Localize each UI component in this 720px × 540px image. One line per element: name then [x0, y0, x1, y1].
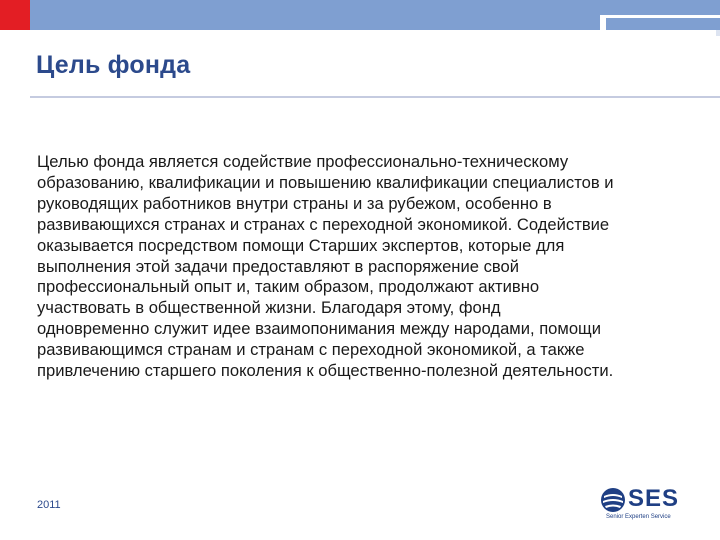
- body-line: оказывается посредством помощи Старших экспертов, которые для: [37, 235, 565, 255]
- slide-body: [37, 152, 699, 382]
- slide-title: Цель фонда: [36, 51, 191, 79]
- body-line: развивающимся странам и странам с переходной экономикой, а также: [37, 340, 585, 360]
- body-line: выполнения этой задачи предоставляют в распоряжение свой: [37, 256, 519, 276]
- body-line: профессиональный опыт и, таким образом, продолжают активно: [37, 277, 540, 297]
- footer-year: 2011: [37, 499, 61, 511]
- body-line: Целью фонда является содействие профессионально-техническому: [37, 152, 569, 171]
- banner-notch-horizontal: [606, 15, 720, 18]
- body-line: участвовать в общественной жизни. Благодаря этому, фонд: [37, 298, 501, 318]
- body-line: привлечению старшего поколения к общественно-полезной деятельности.: [37, 361, 614, 381]
- logo-wordmark: SES: [628, 485, 680, 512]
- logo-tagline: Senior Experten Service: [606, 514, 671, 520]
- accent-square: [0, 0, 30, 30]
- ses-logo: [600, 487, 710, 521]
- body-line: руководящих работников внутри страны и за рубежом, особенно в: [37, 193, 552, 213]
- body-line: одновременно служит идее взаимопонимания между народами, помощи: [37, 319, 601, 339]
- body-line: образованию, квалификации и повышению квалификации специалистов и: [37, 172, 614, 192]
- globe-icon: [600, 487, 626, 513]
- title-divider: [30, 96, 720, 98]
- body-line: развивающихся странах и странах с переходной экономикой. Содействие: [37, 214, 610, 234]
- banner-corner: [716, 30, 720, 36]
